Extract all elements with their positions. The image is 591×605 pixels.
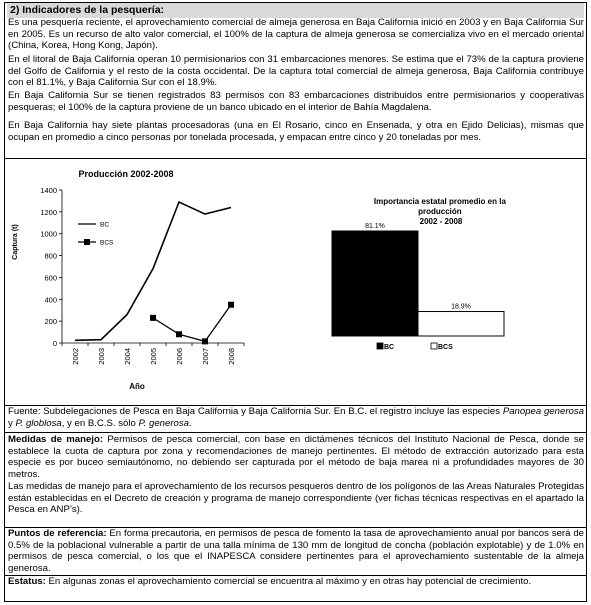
y-tick-label: 400 <box>44 295 57 305</box>
line-chart-title: Producción 2002-2008 <box>78 169 174 179</box>
x-tick-label: 2005 <box>149 348 158 365</box>
y-tick-label: 1400 <box>40 186 57 195</box>
species-name: Panopea generosa <box>502 406 584 417</box>
estatus-paragraph <box>8 576 584 588</box>
line-chart-x-axis-label: Año <box>129 382 145 391</box>
line-chart-axes <box>40 186 244 365</box>
data-point-bcs <box>202 338 208 344</box>
bar-bc <box>332 231 418 336</box>
legend-label: BCS <box>438 344 453 351</box>
series-line-bcs <box>153 305 231 342</box>
bar-bcs <box>418 312 504 336</box>
data-point-bcs <box>150 315 156 321</box>
line-chart-y-axis-label: Captura (t) <box>12 224 19 260</box>
legend-swatch <box>431 343 437 349</box>
puntos-label: Puntos de referencia: <box>8 528 107 539</box>
divider <box>4 158 587 159</box>
divider <box>4 432 587 433</box>
intro-paragraph-2: En el litoral de Baja California operan 10 permisionarios con 31 embarcaciones menores. Se estima que el 73% de la captura proviene del Golfo de California y el resto de la costa occidental. De la captura total comercial de almeja generosa, Baja California contribuye con el 81.1%, y Baja California Sur con el 18.9%. <box>8 54 584 89</box>
estatus-text: En algunas zonas el aprovechamiento comercial se encuentra al máximo y en otras hay potencial de crecimiento. <box>45 576 532 587</box>
estatus-label: Estatus: <box>8 576 46 587</box>
source-text: y <box>8 417 16 429</box>
source-text: . <box>189 417 192 429</box>
medidas-text: Permisos de pesca comercial, con base en dictámenes técnicos del Instituto Nacional de Pesca, donde se establece la cuota de captura por zona y recomendaciones de manejo pertinentes. El método de extracción autorizado para esta especie es por buceo semiautónomo, no debiendo ser capturada por el método de baja marea ni a profundidades mayores de 30 metros. <box>8 434 584 480</box>
data-point-bcs <box>176 331 182 337</box>
y-tick-label: 800 <box>44 251 57 261</box>
puntos-text: En forma precautoria, en permisos de pesca de fomento la tasa de aprovechamiento anual por bancos será de 0.5% de la poblacional vulnerable a partir de una talla mínima de 130 mm de longitud de concha (población explotable) y de 1.0% en permisos de pesca comercial, o los que el INAPESCA considere pertinentes para el aprovechamiento sustentable de la almeja generosa. <box>8 528 584 574</box>
x-tick-label: 2002 <box>71 348 80 365</box>
intro-paragraph-1: Es una pesquería reciente, el aprovechamiento comercial de almeja generosa en Baja California inició en 2003 y en Baja California Sur en 2005. Es un recurso de alto valor comercial, el 100% de la captura de almeja generosa se comercializa vivo en el mercado oriental (China, Korea, Hong Kong, Japón). <box>8 17 584 52</box>
species-name: P. generosa <box>138 417 189 429</box>
legend-label: BC <box>384 344 395 351</box>
y-tick-label: 200 <box>44 317 57 327</box>
species-name: P. globlosa <box>15 417 62 429</box>
y-tick-label: 1000 <box>40 229 57 239</box>
line-chart-series <box>75 202 234 344</box>
x-tick-label: 2008 <box>227 348 236 365</box>
production-line-chart <box>6 162 256 402</box>
bar-chart-legend <box>377 343 453 351</box>
data-point-bcs <box>228 302 234 308</box>
source-text: Fuente: Subdelegaciones de Pesca en Baja California y Baja California Sur. En B.C. el registro incluye las especies <box>8 406 503 417</box>
medidas-paragraph-2: Las medidas de manejo para el aprovechamiento de los recursos pesqueros dentro de los polígonos de las Areas Naturales Protegidas están establecidas en el Decreto de creación y programa de manejo correspondiente (ver fichas técnicas respectivas en el apartado la Pesca en ANP’s). <box>8 481 584 516</box>
legend-swatch <box>377 343 383 349</box>
line-chart-legend <box>78 222 114 247</box>
legend-label: BC <box>100 221 110 229</box>
source-note <box>8 406 584 429</box>
intro-paragraph-4: En Baja California hay siete plantas procesadoras (una en El Rosario, cinco en Ensenada, y otra en Ejido Delicias), mismas que ocupan en promedio a cinco personas por tonelada procesada, y empacan entre cinco y 20 toneladas por mes. <box>8 120 584 143</box>
y-tick-label: 1200 <box>40 207 57 217</box>
section-title: 2) Indicadores de la pesquería: <box>7 3 584 18</box>
x-tick-label: 2004 <box>123 348 132 365</box>
y-tick-label: 600 <box>44 273 57 283</box>
intro-paragraph-3: En Baja California Sur se tienen registrados 83 permisos con 83 embarcaciones distribuidos entre permisionarios y cooperativas pesqueras; el 100% de la captura proviene de un banco ubicado en el interior de Bahía Magdalena. <box>8 90 584 113</box>
x-tick-label: 2007 <box>201 348 210 365</box>
legend-marker <box>84 239 90 245</box>
bar-data-label: 81.1% <box>365 223 385 230</box>
medidas-paragraph <box>8 434 584 480</box>
legend-label: BCS <box>100 239 114 247</box>
bar-chart-title: Importancia estatal promedio en la producción 2002 - 2008 <box>373 197 506 226</box>
x-tick-label: 2003 <box>97 348 106 365</box>
source-text: , y en B.C.S. sólo <box>61 417 139 429</box>
bar-data-label: 18.9% <box>451 303 471 311</box>
y-tick-label: 0 <box>52 339 57 348</box>
state-share-bar-chart <box>326 190 526 360</box>
puntos-paragraph <box>8 528 584 574</box>
x-tick-label: 2006 <box>175 348 184 365</box>
bar-chart-bars <box>332 223 504 336</box>
medidas-label: Medidas de manejo: <box>8 434 104 445</box>
